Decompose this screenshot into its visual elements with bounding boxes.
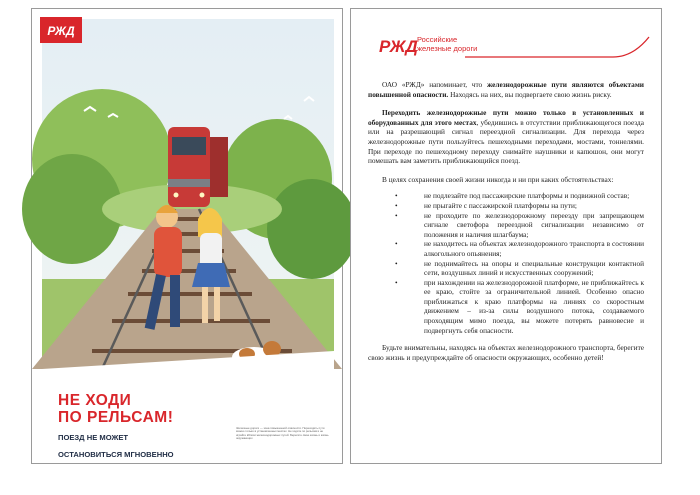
leaflet-body xyxy=(368,80,644,371)
brand-swoosh-icon xyxy=(463,33,653,63)
rules-list xyxy=(368,191,644,335)
paragraph-intro xyxy=(368,80,644,99)
paragraph-closing: Будьте внимательны, находясь на объектах железнодорожного транспорта, берегите свою жизнь и предупреждайте об опасности окружающих, особенно детей! xyxy=(368,343,644,362)
p1-bold: железнодорожные пути являются объектами повышенной опасности. xyxy=(368,80,644,99)
list-item: • не подлезайте под пассажирские платформы и подвижной состав; xyxy=(368,191,644,201)
poster-fine-print: Железные дороги — зона повышенной опасности. Переходить пути можно только в установленных местах. Не ходите по рельсам и не играйте вблизи железнодорожных путей. Берегите свою жизнь и жизнь окружающих. xyxy=(236,426,329,441)
list-item: • не находитесь на объектах железнодорожного транспорта в состоянии алкогольного опьянения; xyxy=(368,239,644,258)
poster-title-line2: ПО РЕЛЬСАМ! xyxy=(58,409,174,426)
list-item: • не проходите по железнодорожному переезду при запрещающем сигнале светофора переездной сигнализации независимо от положения и наличия шлагбаума; xyxy=(368,211,644,240)
brand-line1: Российские xyxy=(417,35,458,44)
list-item: • не поднимайтесь на опоры и специальные конструкции контактной сети, воздушных линий и искусственных сооружений; xyxy=(368,259,644,278)
leaflet-page xyxy=(350,8,662,464)
poster-subtitle-line1: ПОЕЗД НЕ МОЖЕТ xyxy=(58,433,129,442)
rzd-logo-icon xyxy=(379,35,418,62)
brand-line2: железные дороги xyxy=(417,43,478,53)
poster-subtitle-line2: ОСТАНОВИТЬСЯ МГНОВЕННО xyxy=(58,449,174,459)
paragraph-crossing xyxy=(368,108,644,166)
list-item: • не прыгайте с пассажирской платформы на пути; xyxy=(368,201,644,211)
p1-text: ОАО «РЖД» напоминает, что xyxy=(382,80,487,89)
poster-illustration xyxy=(42,19,334,459)
poster-logo-text: РЖД xyxy=(47,24,75,38)
p2-text: , убедившись в отсутствии приближающегося поезда или на разрешающий сигнал переездной сигнализации. Для перехода через железнодорожные пути пользуйтесь пешеходными переходами, мостами, тоннелями. При переходе по пешеходному переходу снимайте наушники и капюшон, они могут помешать вам заметить приближающийся поезд. xyxy=(368,117,644,166)
poster-page xyxy=(31,8,343,464)
p2-bold: Переходить железнодорожные пути можно только в установленных и оборудованных для этого местах xyxy=(368,108,644,127)
poster-title-line1: НЕ ХОДИ xyxy=(58,392,132,409)
leaflet-logo-text: РЖД xyxy=(379,37,418,56)
paragraph-rules-intro: В целях сохранения своей жизни никогда и ни при каких обстоятельствах: xyxy=(382,174,614,184)
p1-text-end: Находясь на них, вы подвергаете свою жизнь риску. xyxy=(448,89,612,99)
list-item: • при нахождении на железнодорожной платформе, не приближайтесь к ее краю, стойте за ограничительной линией. Особенно опасно приближаться к краю платформы на линиях со скоростным движением – из-за силы воздушного потока, создаваемого проходящим мимо поезда, вы можете потерять равновесие и подвергнуть себя опасности. xyxy=(368,278,644,336)
rzd-logo-icon xyxy=(40,17,82,48)
